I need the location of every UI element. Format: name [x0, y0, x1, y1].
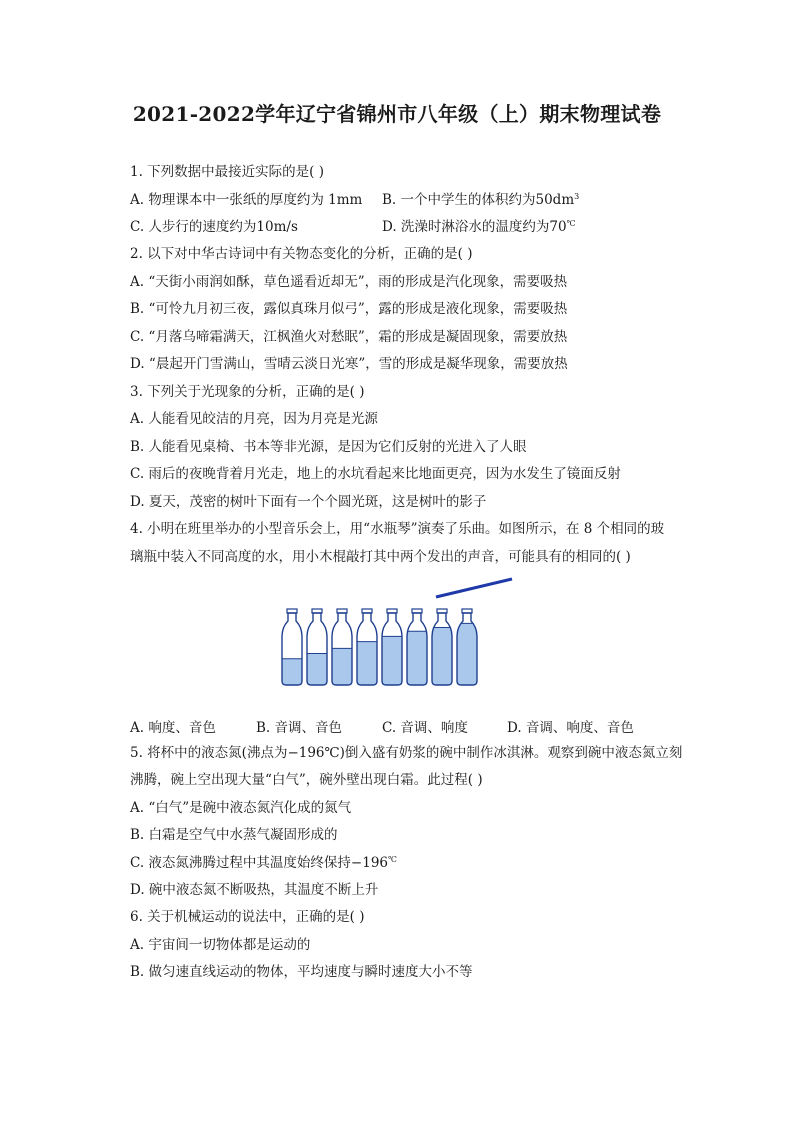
bottle-7	[432, 609, 452, 685]
bottle-water-3	[332, 648, 352, 685]
bottle-water-1	[282, 659, 302, 685]
wooden-stick	[436, 579, 512, 597]
q5-stem-line1: 5. 将杯中的液态氮(沸点为−196℃)倒入盛有奶浆的碗中制作冰淇淋。观察到碗中液态氮立刻	[130, 745, 683, 761]
q4-stem-line1: 4. 小明在班里举办的小型音乐会上，用“水瓶琴”演奏了乐曲。如图所示，在 8 个相同的玻	[130, 521, 665, 537]
q3-option-c: C. 雨后的夜晚背着月光走，地上的水坑看起来比地面更亮，因为水发生了镜面反射	[130, 466, 621, 482]
bottle-water-4	[357, 642, 377, 685]
q2-option-b: B. “可怜九月初三夜，露似真珠月似弓”，露的形成是液化现象，需要吸热	[130, 301, 568, 317]
q6-stem: 6. 关于机械运动的说法中，正确的是( )	[130, 909, 365, 925]
q4-option-b: B. 音调、音色	[256, 720, 343, 736]
bottle-water-7	[432, 628, 452, 685]
q1-option-c: C. 人步行的速度约为10m/s	[130, 219, 298, 235]
q1-option-b: B. 一个中学生的体积约为$50dm^3$	[382, 192, 580, 208]
q3-option-a: A. 人能看见皎洁的月亮，因为月亮是光源	[130, 411, 378, 427]
q1-option-d: D. 洗澡时淋浴水的温度约为70℃	[382, 219, 576, 235]
q5-option-c: C. 液态氮沸腾过程中其温度始终保持−196℃	[130, 855, 397, 871]
bottle-6	[407, 609, 427, 685]
bottle-4	[357, 609, 377, 685]
bottle-water-6	[407, 631, 427, 685]
q3-stem: 3. 下列关于光现象的分析，正确的是( )	[130, 384, 365, 400]
q4-option-c: C. 音调、响度	[382, 720, 468, 736]
q4-option-a: A. 响度、音色	[130, 720, 216, 736]
q1-stem: 1. 下列数据中最接近实际的是( )	[130, 164, 324, 180]
bottle-water-8	[457, 623, 477, 685]
q5-stem-line2: 沸腾，碗上空出现大量“白气”，碗外壁出现白霜。此过程( )	[130, 772, 483, 788]
q6-option-b: B. 做匀速直线运动的物体，平均速度与瞬时速度大小不等	[130, 964, 473, 980]
q2-stem: 2. 以下对中华古诗词中有关物态变化的分析，正确的是( )	[130, 246, 473, 262]
q4-stem-line2: 璃瓶中装入不同高度的水，用小木棍敲打其中两个发出的声音，可能具有的相同的( )	[130, 549, 631, 565]
bottle-water-5	[382, 636, 402, 685]
q6-option-a: A. 宇宙间一切物体都是运动的	[130, 937, 311, 953]
water-bottle-xylophone-figure	[270, 575, 530, 695]
q2-option-d: D. “晨起开门雪满山，雪晴云淡日光寒”，雪的形成是凝华现象，需要放热	[130, 356, 568, 372]
bottle-water-2	[307, 654, 327, 685]
q2-option-c: C. “月落乌啼霜满天，江枫渔火对愁眠”，霜的形成是凝固现象，需要放热	[130, 329, 568, 345]
q3-option-d: D. 夏天，茂密的树叶下面有一个个圆光斑，这是树叶的影子	[130, 494, 487, 510]
bottle-1	[282, 609, 302, 685]
bottle-3	[332, 609, 352, 685]
page-title: 2021-2022学年辽宁省锦州市八年级（上）期末物理试卷	[132, 102, 662, 126]
q2-option-a: A. “天街小雨润如酥，草色遥看近却无”，雨的形成是汽化现象，需要吸热	[130, 274, 568, 290]
q5-option-d: D. 碗中液态氮不断吸热，其温度不断上升	[130, 882, 379, 898]
bottle-8	[457, 609, 477, 685]
q1-option-a: A. 物理课本中一张纸的厚度约为 1mm	[130, 192, 363, 208]
bottle-2	[307, 609, 327, 685]
bottle-5	[382, 609, 402, 685]
q3-option-b: B. 人能看见桌椅、书本等非光源，是因为它们反射的光进入了人眼	[130, 439, 527, 455]
q4-option-d: D. 音调、响度、音色	[507, 720, 634, 736]
q5-option-b: B. 白霜是空气中水蒸气凝固形成的	[130, 827, 338, 843]
q5-option-a: A. “白气”是碗中液态氮汽化成的氮气	[130, 800, 352, 816]
